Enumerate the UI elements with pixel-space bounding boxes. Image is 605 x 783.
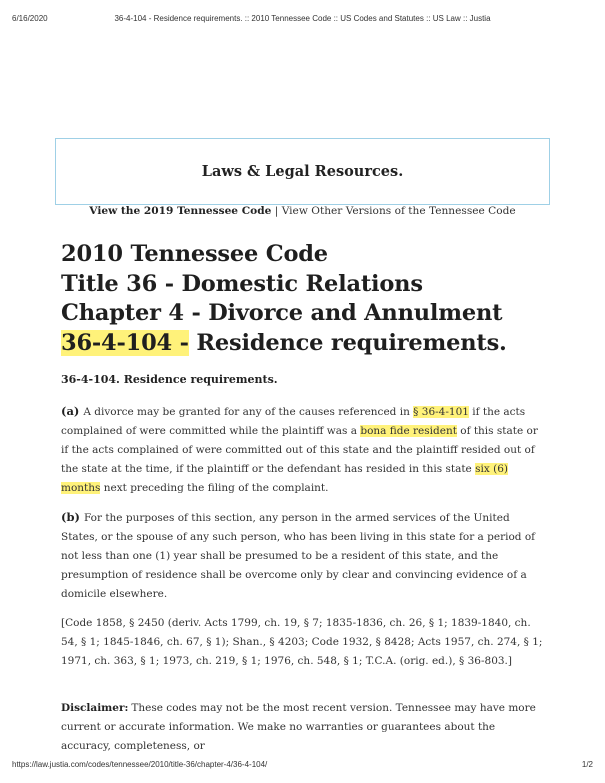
versions-bar (0, 205, 605, 217)
paragraph-b-text: For the purposes of this section, any person in the armed services of the United States, or the spouse of any such person, who has been living in this state for a period of not less than one (1) year shall be presumed to be a resident of this state, and the presumption of residence shall be overcome only by clear and convincing evidence of a domicile elsewhere. (61, 512, 536, 600)
section-ref-link[interactable]: § 36-4-101 (413, 406, 469, 418)
other-versions-link[interactable]: View Other Versions of the Tennessee Code (281, 205, 516, 217)
versions-separator: | (271, 205, 282, 217)
laws-resources-box[interactable] (55, 138, 550, 205)
paragraph-a-text-1: A divorce may be granted for any of the causes referenced in (83, 406, 414, 418)
paragraph-b-label: (b) (61, 510, 80, 524)
print-header (12, 14, 593, 26)
paragraph-a (61, 402, 547, 498)
section-heading: 36-4-104. Residence requirements. (61, 373, 278, 386)
code-name[interactable]: 2010 Tennessee Code (61, 241, 328, 267)
print-url: https://law.justia.com/codes/tennessee/2010/title-36/chapter-4/36-4-104/ (12, 760, 268, 769)
section-number-highlight: 36-4-104 - (61, 329, 189, 356)
print-page-number: 1/2 (581, 760, 593, 769)
paragraph-b (61, 508, 547, 604)
six-months-highlight: six (6) months (61, 463, 508, 494)
bona-fide-highlight: bona fide resident (360, 425, 457, 437)
print-footer (12, 760, 593, 772)
paragraph-a-text-3: of this state or if the acts complained of were committed out of this state and the plaintiff resided out of the state at the time, if the plaintiff or the defendant has resided in this state (61, 425, 538, 475)
disclaimer-text: These codes may not be the most recent version. Tennessee may have more current or accurate information. We make no warranties or guarantees about the accuracy, completeness, or (61, 702, 536, 752)
title-name[interactable]: Title 36 - Domestic Relations (61, 270, 423, 297)
chapter-name[interactable]: Chapter 4 - Divorce and Annulment (61, 300, 503, 326)
disclaimer (61, 699, 547, 756)
disclaimer-label: Disclaimer: (61, 702, 129, 714)
statute-content (61, 370, 547, 756)
history-note: [Code 1858, § 2450 (deriv. Acts 1799, ch. 19, § 7; 1835-1836, ch. 26, § 1; 1839-1840, ch. 54, § 1; 1845-1846, ch. 67, § 1); Shan., § 4203; Code 1932, § 8428; Acts 1957, ch. 274, § 1; 1971, ch. 363, § 1; 1973, ch. 219, § 1; 1976, ch. 548, § 1; T.C.A. (orig. ed.), § 36-803.] (61, 617, 543, 667)
section-title (61, 329, 581, 359)
print-page-title: 36-4-104 - Residence requirements. :: 2010 Tennessee Code :: US Codes and Statutes :: US Law :: Justia (114, 14, 491, 23)
section-name: Residence requirements. (188, 329, 507, 356)
laws-resources-label[interactable]: Laws & Legal Resources. (201, 163, 404, 180)
current-version-link[interactable]: View the 2019 Tennessee Code (89, 205, 272, 217)
paragraph-a-text-4: next preceding the filing of the complaint. (100, 482, 329, 494)
paragraph-a-label: (a) (61, 404, 80, 418)
print-date: 6/16/2020 (12, 14, 48, 23)
paragraph-a-text-2: if the acts complained of were committed while the plaintiff was a (61, 406, 526, 437)
code-titles (61, 240, 581, 358)
